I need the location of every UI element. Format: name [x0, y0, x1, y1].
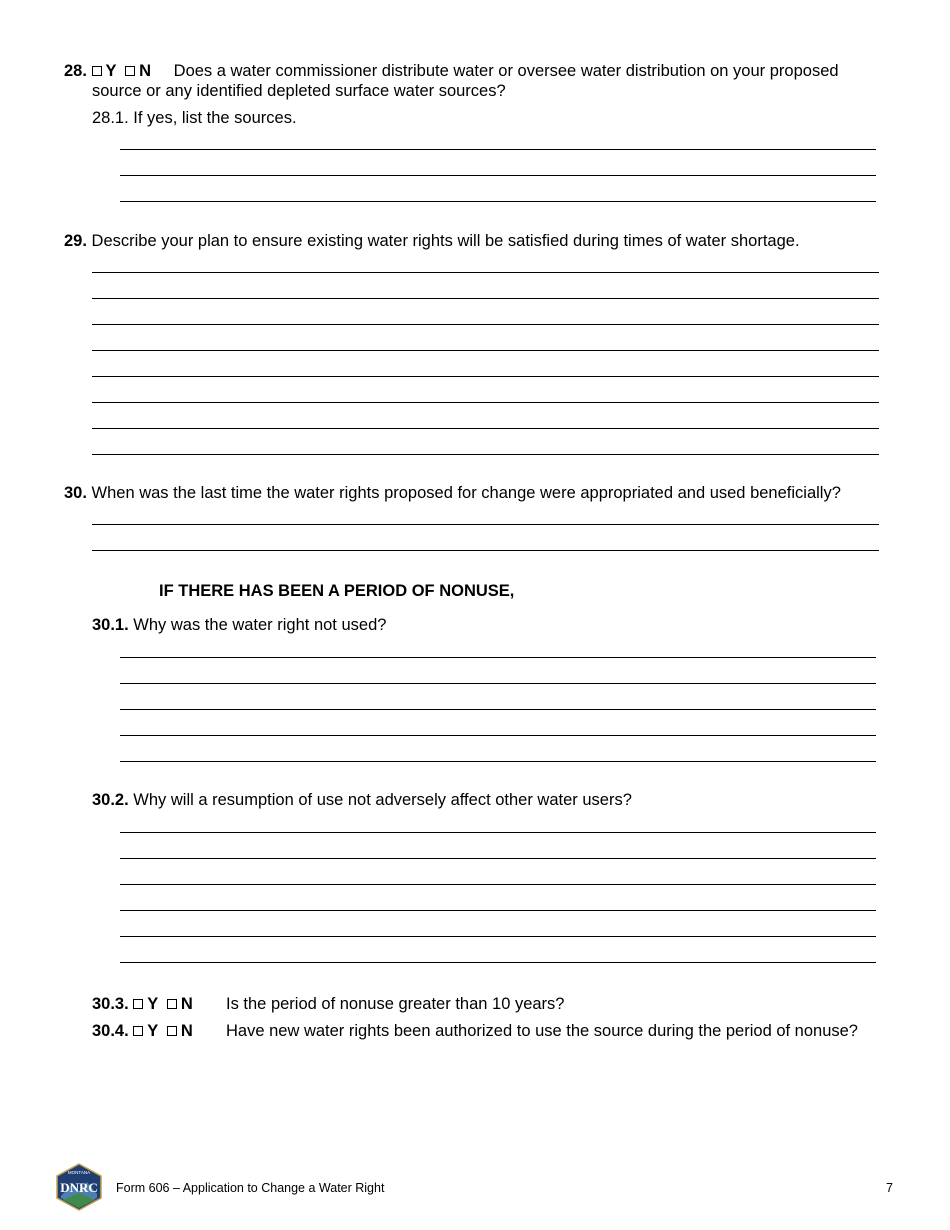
answer-line[interactable]: [120, 657, 876, 658]
answer-line[interactable]: [120, 832, 876, 833]
yes-label: Y: [147, 1022, 159, 1040]
no-label: N: [180, 995, 193, 1013]
question-number: 30.4.: [92, 1022, 129, 1040]
question-text: Why was the water right not used?: [133, 616, 387, 634]
nonuse-heading: IF THERE HAS BEEN A PERIOD OF NONUSE,: [159, 582, 515, 600]
question-number: 29.: [64, 232, 87, 250]
answer-line[interactable]: [120, 910, 876, 911]
answer-line[interactable]: [120, 858, 876, 859]
answer-line[interactable]: [92, 350, 879, 351]
question-number: 28.1.: [92, 109, 129, 127]
answer-line[interactable]: [120, 936, 876, 937]
question-text: When was the last time the water rights proposed for change were appropriated and used beneficially?: [91, 484, 841, 502]
answer-line[interactable]: [92, 376, 879, 377]
question-29: [64, 231, 800, 251]
answer-line[interactable]: [92, 272, 879, 273]
question-number: 30.1.: [92, 616, 129, 634]
no-checkbox[interactable]: [167, 999, 177, 1009]
page-number: 7: [886, 1181, 893, 1195]
question-text-continued: source or any identified depleted surface water sources?: [92, 82, 506, 100]
yes-label: Y: [105, 62, 117, 80]
question-text: Does a water commissioner distribute water or oversee water distribution on your proposed: [173, 62, 839, 80]
logo-text: DNRC: [60, 1180, 98, 1195]
answer-line[interactable]: [120, 709, 876, 710]
question-number: 28.: [64, 62, 87, 80]
yes-label: Y: [147, 995, 159, 1013]
question-28: [64, 61, 894, 81]
question-text: Is the period of nonuse greater than 10 years?: [226, 995, 565, 1013]
form-title: Form 606 – Application to Change a Water Right: [116, 1181, 385, 1195]
question-text: Have new water rights been authorized to use the source during the period of nonuse?: [226, 1022, 858, 1040]
question-number: 30.2.: [92, 791, 129, 809]
answer-line[interactable]: [120, 683, 876, 684]
dnrc-logo: [55, 1163, 103, 1211]
yes-checkbox[interactable]: [133, 999, 143, 1009]
answer-line[interactable]: [120, 735, 876, 736]
question-text: Describe your plan to ensure existing water rights will be satisfied during times of water shortage.: [91, 232, 800, 250]
yes-checkbox[interactable]: [92, 66, 102, 76]
answer-line[interactable]: [92, 324, 879, 325]
answer-line[interactable]: [120, 149, 876, 150]
question-30: [64, 483, 841, 503]
yes-checkbox[interactable]: [133, 1026, 143, 1036]
question-number: 30.: [64, 484, 87, 502]
answer-line[interactable]: [92, 524, 879, 525]
question-text: Why will a resumption of use not adversely affect other water users?: [133, 791, 632, 809]
question-30-4: [92, 1021, 193, 1041]
answer-line[interactable]: [92, 454, 879, 455]
answer-line[interactable]: [92, 298, 879, 299]
answer-line[interactable]: [92, 550, 879, 551]
answer-line[interactable]: [120, 201, 876, 202]
answer-line[interactable]: [120, 962, 876, 963]
question-number: 30.3.: [92, 995, 129, 1013]
answer-line[interactable]: [92, 428, 879, 429]
no-label: N: [180, 1022, 193, 1040]
no-checkbox[interactable]: [125, 66, 135, 76]
question-text: If yes, list the sources.: [133, 109, 297, 127]
question-28-1: [92, 108, 297, 128]
no-checkbox[interactable]: [167, 1026, 177, 1036]
answer-line[interactable]: [120, 175, 876, 176]
no-label: N: [139, 62, 152, 80]
logo-top-text: MONTANA: [67, 1170, 91, 1175]
answer-line[interactable]: [120, 884, 876, 885]
question-30-2: [92, 790, 632, 810]
answer-line[interactable]: [120, 761, 876, 762]
question-30-3: [92, 994, 193, 1014]
answer-line[interactable]: [92, 402, 879, 403]
question-30-1: [92, 615, 386, 635]
